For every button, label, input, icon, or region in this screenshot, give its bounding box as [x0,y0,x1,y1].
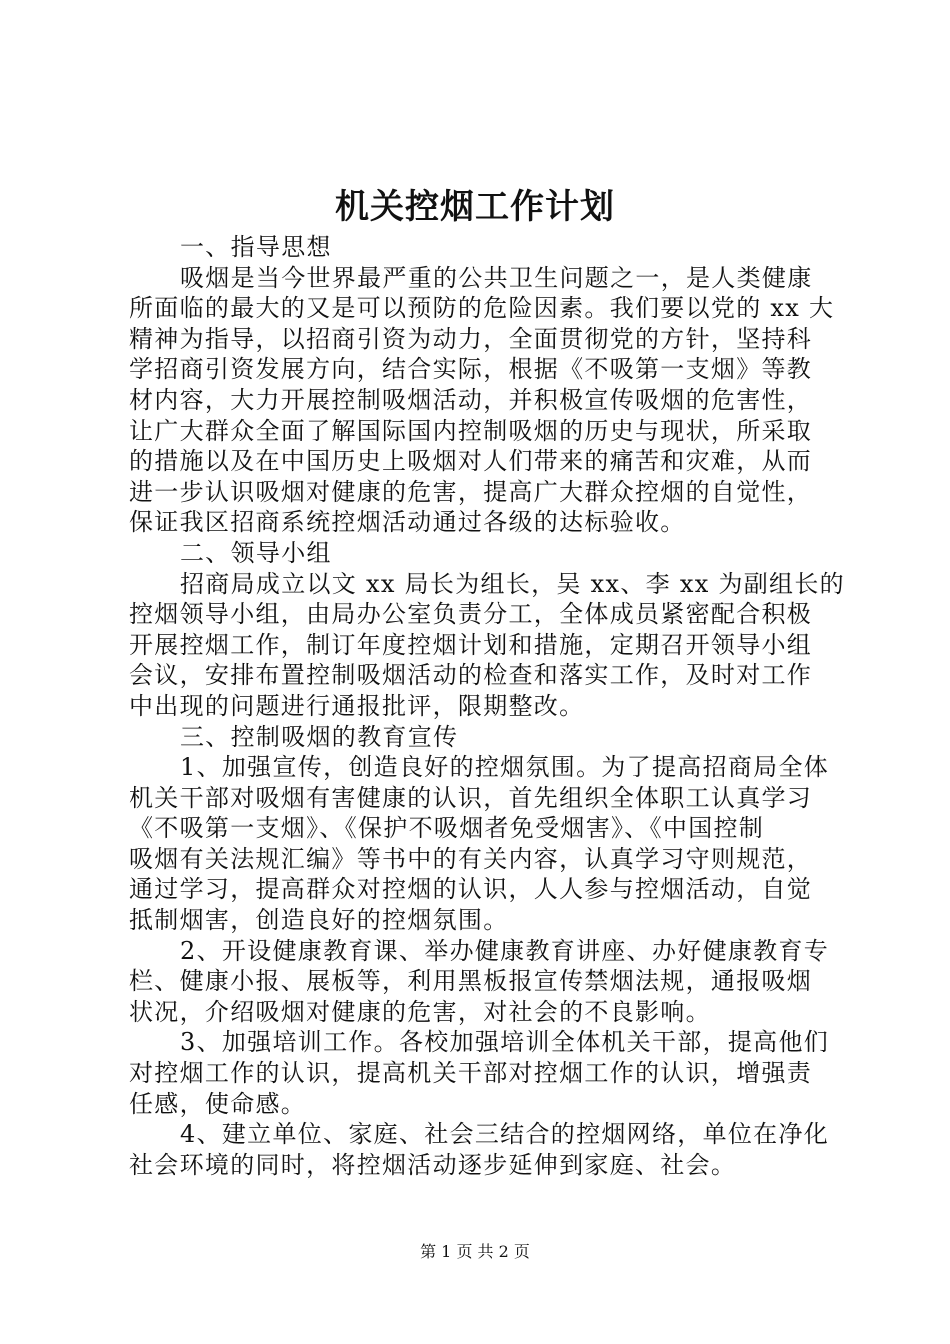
body-line: 吸烟有关法规汇编》等书中的有关内容，认真学习守则规范， [129,844,813,873]
body-line: 机关干部对吸烟有害健康的认识，首先组织全体职工认真学习 [129,783,813,812]
body-line: 所面临的最大的又是可以预防的危险因素。我们要以党的 xx 大 [129,294,835,323]
body-line: 中出现的问题进行通报批评，限期整改。 [129,691,585,720]
body-line: 的措施以及在中国历史上吸烟对人们带来的痛苦和灾难，从而 [129,447,813,476]
document-body [129,232,845,1180]
body-line: 2、开设健康教育课、举办健康教育讲座、办好健康教育专 [180,936,830,965]
body-line: 社会环境的同时，将控烟活动逐步延伸到家庭、社会。 [129,1150,737,1179]
page-footer: 第 1 页 共 2 页 [420,1242,530,1261]
document-title: 机关控烟工作计划 [335,187,615,227]
body-line: 3、加强培训工作。各校加强培训全体机关干部，提高他们 [180,1028,830,1057]
body-line: 吸烟是当今世界最严重的公共卫生问题之一，是人类健康 [180,263,813,292]
body-line: 状况，介绍吸烟对健康的危害，对社会的不良影响。 [129,997,711,1026]
body-line: 学招商引资发展方向，结合实际，根据《不吸第一支烟》等教 [129,355,813,384]
body-line: 开展控烟工作，制订年度控烟计划和措施，定期召开领导小组 [129,630,813,659]
body-line: 进一步认识吸烟对健康的危害，提高广大群众控烟的自觉性， [129,477,813,506]
body-line: 一、指导思想 [180,233,332,261]
body-line: 三、控制吸烟的教育宣传 [180,722,459,751]
body-line: 保证我区招商系统控烟活动通过各级的达标验收。 [129,508,686,537]
body-line: 招商局成立以文 xx 局长为组长，吴 xx、李 xx 为副组长的 [180,569,845,598]
body-line: 二、领导小组 [180,538,332,567]
body-line: 栏、健康小报、展板等，利用黑板报宣传禁烟法规，通报吸烟 [129,967,813,996]
body-line: 会议，安排布置控制吸烟活动的检查和落实工作，及时对工作 [129,661,813,690]
body-line: 对控烟工作的认识，提高机关干部对控烟工作的认识，增强责 [129,1059,813,1088]
body-line: 抵制烟害，创造良好的控烟氛围。 [129,906,509,935]
body-line: 让广大群众全面了解国际国内控制吸烟的历史与现状，所采取 [129,416,813,445]
body-line: 《不吸第一支烟》、《保护不吸烟者免受烟害》、《中国控制 [129,814,765,843]
body-line: 控烟领导小组，由局办公室负责分工，全体成员紧密配合积极 [129,600,813,629]
body-line: 任感，使命感。 [129,1089,307,1118]
body-line: 通过学习，提高群众对控烟的认识，人人参与控烟活动，自觉 [129,875,813,904]
body-line: 4、建立单位、家庭、社会三结合的控烟网络，单位在净化 [180,1120,830,1149]
body-line: 精神为指导，以招商引资为动力，全面贯彻党的方针，坚持科 [129,324,813,353]
body-line: 材内容，大力开展控制吸烟活动，并积极宣传吸烟的危害性， [129,385,813,414]
body-line: 1、加强宣传，创造良好的控烟氛围。为了提高招商局全体 [180,753,830,782]
